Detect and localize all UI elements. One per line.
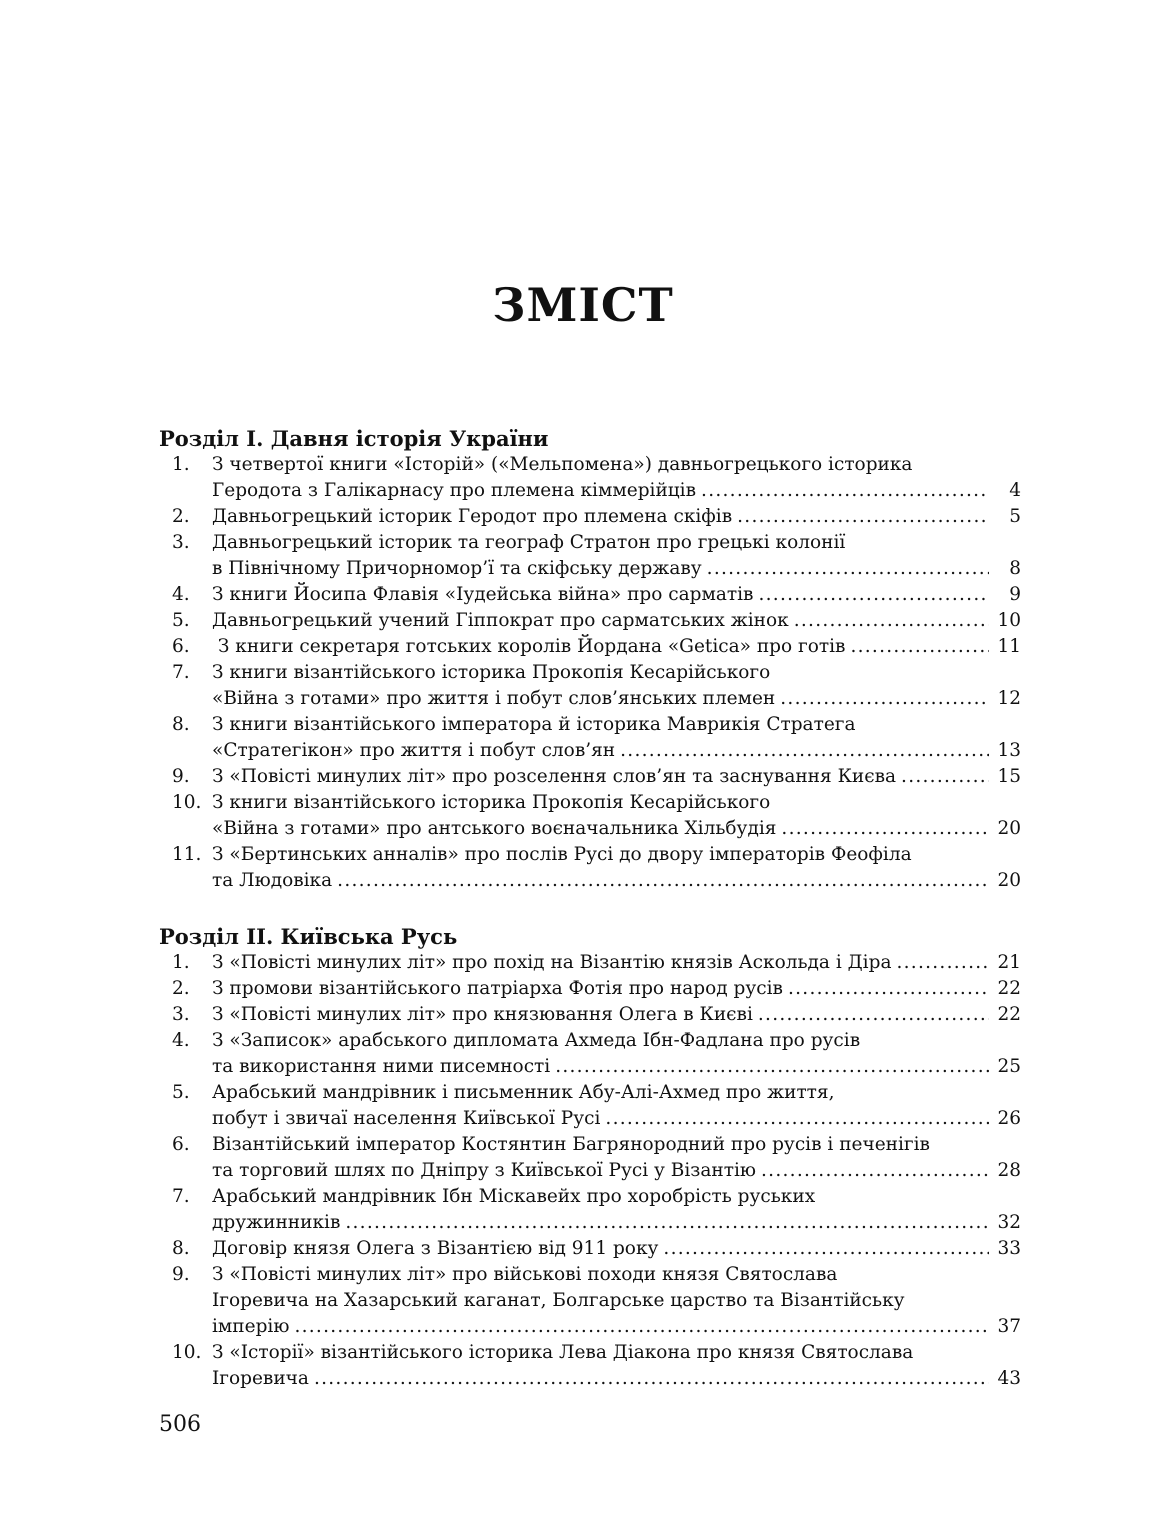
entry-title-text: дружинників (212, 1212, 341, 1233)
dot-leader (788, 976, 989, 1002)
dot-leader (555, 1054, 989, 1080)
entry-page-number: 33 (997, 1238, 1021, 1259)
toc-entry[interactable] (159, 1002, 1021, 1028)
toc-entry[interactable] (159, 582, 1021, 608)
dot-leader (605, 1106, 989, 1132)
toc-entry[interactable] (159, 1132, 1021, 1184)
entry-title-text: «Стратегікон» про життя і побут слов’ян (212, 740, 616, 761)
entry-title-text: Ігоревича на Хазарський каганат, Болгарське царство та Візантійську (212, 1290, 905, 1311)
entry-line (212, 1210, 1021, 1236)
entry-number: 10. (172, 792, 202, 813)
entry-line (212, 1132, 1021, 1158)
entry-line (212, 816, 1021, 842)
entry-title-text: Давньогрецький історик та географ Стратон про грецькі колонії (212, 532, 846, 553)
dot-leader (761, 1158, 989, 1184)
toc-entry[interactable] (159, 530, 1021, 582)
entry-line (212, 868, 1021, 894)
entry-page-number: 10 (997, 610, 1021, 631)
entry-line (212, 1158, 1021, 1184)
entry-title-text: Арабський мандрівник і письменник Абу-Алі-Ахмед про життя, (212, 1082, 835, 1103)
entry-line (212, 790, 1021, 816)
entry-title-text: імперію (212, 1316, 290, 1337)
toc-entry[interactable] (159, 976, 1021, 1002)
entry-line (212, 1002, 1021, 1028)
entry-line (212, 686, 1021, 712)
dot-leader (794, 608, 989, 634)
entry-title-text: З книги візантійського історика Прокопія Кесарійського (212, 792, 771, 813)
entry-title-text: Договір князя Олега з Візантією від 911 року (212, 1238, 659, 1259)
entry-title-text: в Північному Причорномор’ї та скіфську державу (212, 558, 702, 579)
dot-leader (707, 556, 989, 582)
entry-number: 9. (172, 766, 190, 787)
entry-title-text: «Війна з готами» про життя і побут слов’янських племен (212, 688, 776, 709)
entry-line (212, 452, 1021, 478)
entry-page-number: 28 (997, 1160, 1021, 1181)
dot-leader (758, 582, 989, 608)
entry-number: 2. (172, 506, 190, 527)
dot-leader (780, 686, 989, 712)
section-heading: Розділ ІІ. Київська Русь (159, 924, 458, 949)
entry-title-text: Ігоревича (212, 1368, 309, 1389)
entry-title-text: «Війна з готами» про антського воєначальника Хільбудія (212, 818, 777, 839)
entry-title-text: З книги Йосипа Флавія «Іудейська війна» про сарматів (212, 584, 754, 605)
toc-entry[interactable] (159, 1184, 1021, 1236)
entry-number: 10. (172, 1342, 202, 1363)
dot-leader (294, 1314, 989, 1340)
entry-title-text: З «Повісті минулих літ» про розселення слов’ян та заснування Києва (212, 766, 897, 787)
dot-leader (896, 950, 989, 976)
entry-line (212, 950, 1021, 976)
entry-page-number: 8 (1009, 558, 1021, 579)
entry-page-number: 11 (997, 636, 1021, 657)
entry-line (212, 1288, 1021, 1314)
toc-section-2 (159, 924, 1021, 1392)
entry-page-number: 15 (997, 766, 1021, 787)
entry-line (212, 530, 1021, 556)
entry-title-text: З «Повісті минулих літ» про князювання Олега в Києві (212, 1004, 753, 1025)
entry-title-text: Арабський мандрівник Ібн Міскавейх про хоробрість руських (212, 1186, 816, 1207)
entry-title-text: З «Бертинських анналів» про послів Русі до двору імператорів Феофіла (212, 844, 912, 865)
entry-title-text: Давньогрецький учений Гіппократ про сарматських жінок (212, 610, 789, 631)
entry-title-text: та торговий шлях по Дніпру з Київської Русі у Візантію (212, 1160, 757, 1181)
toc-entry[interactable] (159, 608, 1021, 634)
entry-number: 11. (172, 844, 202, 865)
entry-page-number: 9 (1009, 584, 1021, 605)
toc-section-1 (159, 426, 1021, 894)
entry-line (212, 1028, 1021, 1054)
entry-title-text: та Людовіка (212, 870, 333, 891)
entry-number: 3. (172, 1004, 190, 1025)
toc-entry[interactable] (159, 634, 1021, 660)
entry-line (212, 478, 1021, 504)
entry-number: 9. (172, 1264, 190, 1285)
entry-number: 1. (172, 454, 190, 475)
entry-line (212, 842, 1021, 868)
entry-page-number: 43 (997, 1368, 1021, 1389)
entry-page-number: 4 (1009, 480, 1021, 501)
dot-leader (337, 868, 989, 894)
entry-line (212, 1236, 1021, 1262)
entry-line (212, 1366, 1021, 1392)
entry-page-number: 5 (1009, 506, 1021, 527)
entry-number: 4. (172, 1030, 190, 1051)
entry-line (212, 660, 1021, 686)
entry-number: 2. (172, 978, 190, 999)
dot-leader (314, 1366, 989, 1392)
entry-number: 5. (172, 1082, 190, 1103)
entry-line (212, 1340, 1021, 1366)
entry-number: 4. (172, 584, 190, 605)
entry-number: 8. (172, 1238, 190, 1259)
entry-line (212, 1314, 1021, 1340)
entry-line (212, 608, 1021, 634)
entry-page-number: 32 (997, 1212, 1021, 1233)
dot-leader (901, 764, 989, 790)
entry-number: 6. (172, 636, 190, 657)
entry-line (212, 738, 1021, 764)
entry-page-number: 22 (997, 1004, 1021, 1025)
entry-page-number: 20 (997, 870, 1021, 891)
entry-number: 5. (172, 610, 190, 631)
entry-title-text: побут і звичаї населення Київської Русі (212, 1108, 601, 1129)
entry-line (212, 1262, 1021, 1288)
dot-leader (345, 1210, 989, 1236)
entry-title-text: Візантійський імператор Костянтин Багрянородний про русів і печенігів (212, 1134, 930, 1155)
entry-line (212, 1080, 1021, 1106)
entry-title-text: З книги візантійського імператора й історика Маврикія Стратега (212, 714, 856, 735)
entry-page-number: 13 (997, 740, 1021, 761)
toc-entry[interactable] (159, 842, 1021, 894)
toc-entry[interactable] (159, 1236, 1021, 1262)
entry-number: 8. (172, 714, 190, 735)
entry-number: 7. (172, 662, 190, 683)
entry-line (212, 712, 1021, 738)
dot-leader (620, 738, 989, 764)
entry-page-number: 37 (997, 1316, 1021, 1337)
entry-title-text: З «Повісті минулих літ» про військові походи князя Святослава (212, 1264, 838, 1285)
entry-number: 6. (172, 1134, 190, 1155)
toc-entry[interactable] (159, 452, 1021, 504)
entry-page-number: 21 (997, 952, 1021, 973)
dot-leader (758, 1002, 989, 1028)
entry-page-number: 25 (997, 1056, 1021, 1077)
dot-leader (781, 816, 989, 842)
entry-page-number: 12 (997, 688, 1021, 709)
entry-title-text: Давньогрецький історик Геродот про племена скіфів (212, 506, 733, 527)
entry-title-text: З промови візантійського патріарха Фотія про народ русів (212, 978, 783, 999)
toc-entry[interactable] (159, 1028, 1021, 1080)
entry-line (212, 976, 1021, 1002)
entry-line (212, 764, 1021, 790)
toc-entry[interactable] (159, 660, 1021, 712)
entry-title-text: З четвертої книги «Історій» («Мельпомена») давньогрецького історика (212, 454, 913, 475)
page-number: 506 (159, 1412, 201, 1437)
entry-page-number: 22 (997, 978, 1021, 999)
dot-leader (663, 1236, 989, 1262)
entry-title-text: З книги секретаря готських королів Йордана «Getica» про готів (212, 636, 846, 657)
entry-title-text: Геродота з Галікарнасу про племена кіммерійців (212, 480, 697, 501)
entry-line (212, 1054, 1021, 1080)
dot-leader (701, 478, 989, 504)
section-heading: Розділ І. Давня історія України (159, 426, 549, 451)
toc-entry[interactable] (159, 504, 1021, 530)
toc-entry[interactable] (159, 790, 1021, 842)
entry-line (212, 556, 1021, 582)
entry-title-text: З «Історії» візантійського історика Лева Діакона про князя Святослава (212, 1342, 914, 1363)
entry-title-text: З «Записок» арабського дипломата Ахмеда Ібн-Фадлана про русів (212, 1030, 861, 1051)
entry-page-number: 26 (997, 1108, 1021, 1129)
entry-title-text: З «Повісті минулих літ» про похід на Візантію князів Аскольда і Діра (212, 952, 892, 973)
entry-page-number: 20 (997, 818, 1021, 839)
entry-number: 1. (172, 952, 190, 973)
entry-title-text: З книги візантійського історика Прокопія Кесарійського (212, 662, 771, 683)
entry-line (212, 504, 1021, 530)
toc-entry[interactable] (159, 1340, 1021, 1392)
toc-entry[interactable] (159, 1262, 1021, 1340)
dot-leader (737, 504, 989, 530)
page-title: ЗМІСТ (492, 278, 674, 332)
entry-line (212, 1106, 1021, 1132)
entry-title-text: та використання ними писемності (212, 1056, 551, 1077)
entry-line (212, 634, 1021, 660)
toc-entry[interactable] (159, 1080, 1021, 1132)
entry-line (212, 582, 1021, 608)
entry-number: 7. (172, 1186, 190, 1207)
toc-entry[interactable] (159, 764, 1021, 790)
entry-line (212, 1184, 1021, 1210)
entry-number: 3. (172, 532, 190, 553)
toc-entry[interactable] (159, 950, 1021, 976)
dot-leader (850, 634, 989, 660)
toc-entry[interactable] (159, 712, 1021, 764)
